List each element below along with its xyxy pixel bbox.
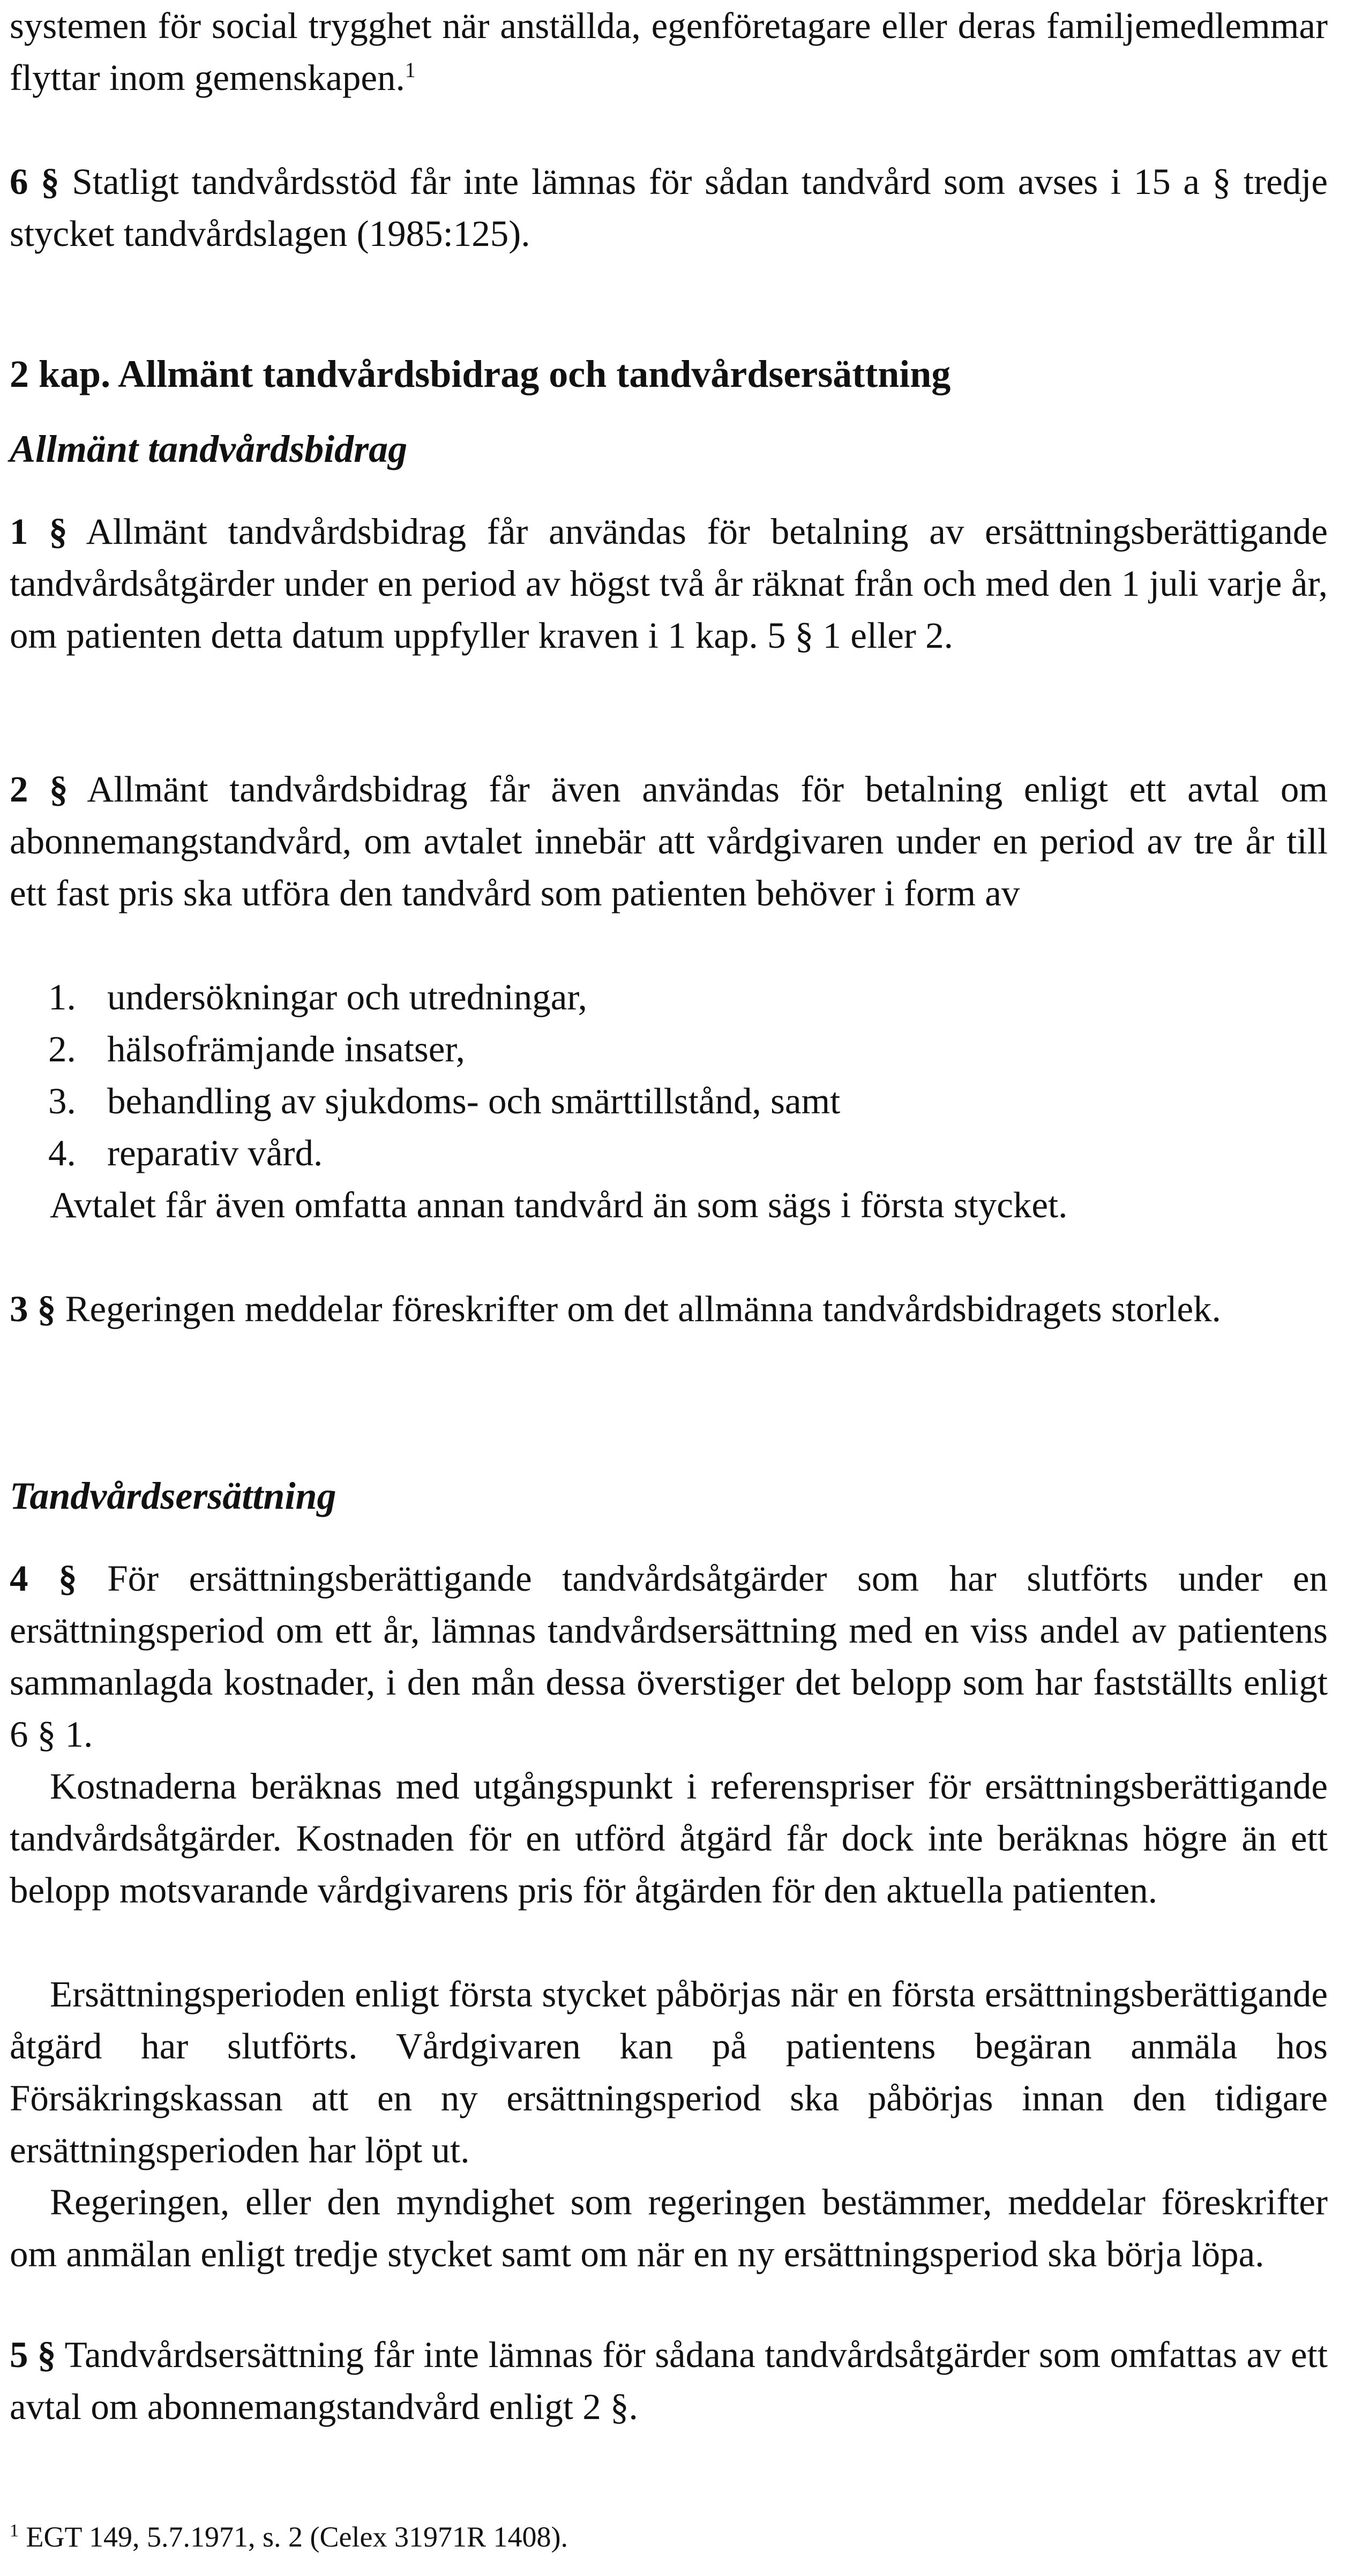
section-4-paragraph-2: Kostnaderna beräknas med utgångspunkt i referenspriser för ersättningsberättigande tandvårdsåtgärder. Kostnaden för en utförd åtgärd får dock inte beräknas högre än ett belopp motsvarande vårdgivarens pris för åtgärden för den aktuella patienten. [10, 1766, 1328, 1911]
section-4-paragraph-4: Regeringen, eller den myndighet som regeringen bestämmer, meddelar föreskrifter om anmälan enligt tredje stycket samt om när en ny ersättningsperiod ska börja löpa. [10, 2182, 1328, 2274]
list-item: 2. hälsofrämjande insatser, [48, 1029, 465, 1069]
section-text: Regeringen meddelar föreskrifter om det allmänna tandvårdsbidragets storlek. [56, 1289, 1221, 1329]
footnote-ref[interactable]: 1 [405, 58, 416, 82]
footnote [10, 2518, 568, 2556]
section-2-after: Avtalet får även omfatta annan tandvård än som sägs i första stycket. [50, 1185, 1068, 1225]
section-number: 3 § [10, 1289, 56, 1329]
section-text: Statligt tandvårdsstöd får inte lämnas för sådan tandvård som avses i 15 a § tredje stycket tandvårdslagen (1985:125). [10, 161, 1328, 254]
chapter-heading: 2 kap. Allmänt tandvårdsbidrag och tandvårdsersättning [10, 353, 951, 395]
section-3 [10, 1283, 1328, 1335]
section-number: 2 § [10, 769, 68, 810]
subheading-tandvardsersattning: Tandvårdsersättning [10, 1474, 336, 1517]
section-number: 5 § [10, 2334, 56, 2375]
section-5 [10, 2329, 1328, 2433]
section-4-paragraph-3: Ersättningsperioden enligt första stycket påbörjas när en första ersättningsberättigande åtgärd har slutförts. Vårdgivaren kan på patientens begäran anmäla hos Försäkringskassan att en ny ersättningsperiod ska påbörjas innan den tidigare ersättningsperioden har löpt ut. [10, 1974, 1328, 2170]
section-text: För ersättningsberättigande tandvårdsåtgärder som har slutförts under en ersättningsperiod om ett år, lämnas tandvårdsersättning med en viss andel av patientens sammanlagda kostnader, i den mån dessa överstiger det belopp som har fastställts enligt 6 § 1. [10, 1558, 1328, 1755]
section-text: Allmänt tandvårdsbidrag får användas för betalning av ersättningsberättigande tandvårdsåtgärder under en period av högst två år räknat från och med den 1 juli varje år, om patienten detta datum uppfyller kraven i 1 kap. 5 § 1 eller 2. [10, 511, 1328, 656]
subheading-allmant: Allmänt tandvårdsbidrag [10, 428, 408, 470]
section-number: 4 § [10, 1558, 77, 1599]
section-1 [10, 506, 1328, 662]
list-item: 1. undersökningar och utredningar, [48, 977, 587, 1017]
section-6 [10, 156, 1328, 260]
section-4 [10, 1553, 1328, 1761]
section-text: Allmänt tandvårdsbidrag får även användas för betalning enligt ett avtal om abonnemangstandvård, om avtalet innebär att vårdgivaren under en period av tre år till ett fast pris ska utföra den tandvård som patienten behöver i form av [10, 769, 1328, 913]
intro-paragraph [10, 0, 1328, 104]
section-text: Tandvårdsersättning får inte lämnas för sådana tandvårdsåtgärder som omfattas av ett avtal om abonnemangstandvård enligt 2 §. [10, 2334, 1328, 2427]
footnote-text: EGT 149, 5.7.1971, s. 2 (Celex 31971R 1408). [19, 2521, 568, 2553]
list-item: 4. reparativ vård. [48, 1133, 323, 1173]
footnote-number: 1 [10, 2521, 19, 2541]
section-number: 1 § [10, 511, 68, 552]
section-2 [10, 763, 1328, 919]
list-item: 3. behandling av sjukdoms- och smärttillstånd, samt [48, 1081, 841, 1121]
section-number: 6 § [10, 161, 59, 202]
section-2-list [48, 971, 1334, 1179]
intro-text: systemen för social trygghet när anställda, egenföretagare eller deras familjemedlemmar flyttar inom gemenskapen. [10, 5, 1328, 98]
